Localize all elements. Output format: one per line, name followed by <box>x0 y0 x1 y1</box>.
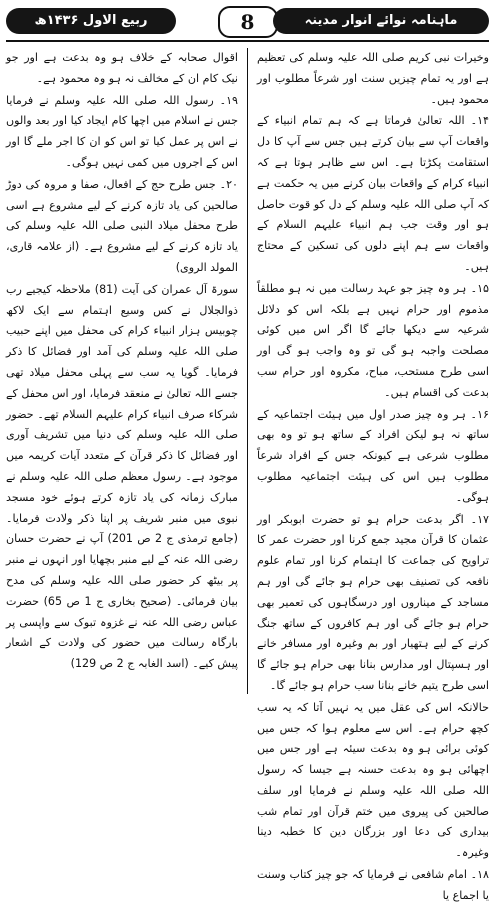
paragraph: ۱۹۔ رسول اللہ صلی اللہ علیہ وسلم نے فرمایا جس نے اسلام میں اچھا کام ایجاد کیا اور بعد والوں نے اس پر عمل کیا تو اس کو ان کا اجر ملے گا اور اس کے اجروں میں کمی نہیں ہوگی۔ <box>6 93 238 169</box>
paragraph: حالانکہ اس کی عقل میں یہ نہیں آتا کہ یہ سب کچھ حرام ہے۔ اس سے معلوم ہوا کہ جس میں کوئی برائی ہو وہ بدعت سیئہ ہے اور جس میں اچھائی ہو وہ بدعت حسنہ ہے جیسا کہ رسول اللہ صلی اللہ علیہ وسلم نے فرمایا اور سلف صالحین کی پیروی میں ختم قرآن اور تمام شب بیداری کی دعا اور بزرگان دین کا خطبہ دینا وغیرہ۔ <box>257 700 489 860</box>
page-number: 8 <box>218 6 278 38</box>
paragraph: ۱۸۔ امام شافعی نے فرمایا کہ جو چیز کتاب وسنت یا اجماع یا <box>257 868 489 902</box>
paragraph: ۱۷۔ اگر بدعت حرام ہو تو حضرت ابوبکر اور عثمان کا قرآن مجید جمع کرنا اور حضرت عمر کا تراویح کی جماعت کا اہتمام کرنا اور تمام علوم نافعہ کی تصنیف بھی حرام ہو جائے گی اور ہم مساجد کے میناروں اور درسگاہوں کی تعمیر بھی حرام ہو جائے گی اور ہم کافروں کے ساتھ جنگ کرنے کے لیے ہتھیار اور بم وغیرہ اور مسافر خانے اور ہسپتال اور مدارس بنانا بھی حرام ہو جائے گا اسی طرح یتیم خانے بنانا سب حرام ہو جائے گا۔ <box>257 512 489 692</box>
paragraph: ۲۰۔ جس طرح حج کے افعال، صفا و مروہ کی دوڑ صالحین کی یاد تازہ کرنے کے لیے مشروع ہے اسی طرح محفل میلاد النبی صلی اللہ علیہ وسلم کی یاد تازہ کرنے کے لیے مشروع ہے۔ (از علامہ قاری، المولد الروی) <box>6 177 238 274</box>
paragraph: اقوال صحابہ کے خلاف ہو وہ بدعت ہے اور جو نیک کام ان کے مخالف نہ ہو وہ محمود ہے۔ <box>6 51 238 85</box>
right-text-column <box>257 48 489 902</box>
paragraph: ۱۶۔ ہر وہ چیز صدر اول میں ہیئت اجتماعیہ کے ساتھ نہ ہو لیکن افراد کے ساتھ ہو تو وہ بھی مطلوب شرعی ہے کیونکہ جس کے افراد شرعاً مطلوب ہیں اس کی ہیئت اجتماعیہ مطلوب ہوگی۔ <box>257 407 489 504</box>
page-header <box>6 6 489 36</box>
paragraph: وخیرات نبی کریم صلی اللہ علیہ وسلم کی تعظیم ہے اور یہ تمام چیزیں سنت اور شرعاً مطلوب اور محمود ہیں۔ <box>257 51 489 106</box>
paragraph: ۱۴۔ اللہ تعالیٰ فرماتا ہے کہ ہم تمام انبیاء کے واقعات آپ سے بیان کرتے ہیں جس سے آپ کا دل استقامت پکڑتا ہے۔ اس سے ظاہر ہوتا ہے کہ انبیاء کرام کے واقعات بیان کرنے میں یہ حکمت ہے کہ آپ صلی اللہ علیہ وسلم کے دل کو قوت حاصل ہو اور وقت جب ہم انبیاء علیہم السلام کے واقعات سے ہم اپنے دلوں کی تسکین کے محتاج ہیں۔ <box>257 114 489 273</box>
header-rule <box>6 40 489 42</box>
paragraph: سورۃ آل عمران کی آیت (81) ملاحظہ کیجیے رب ذوالجلال نے کس وسیع اہتمام سے ایک لاکھ چوبیس ہزار انبیاء کرام کی محفل میں اپنے حبیب صلی اللہ علیہ وسلم کی آمد اور فضائل کا ذکر فرمایا۔ گویا یہ سب سے پہلی محفل میلاد تھی جسے اللہ تعالیٰ نے منعقد فرمایا، اور اس محفل کے شرکاء صرف انبیاء کرام علیہم السلام تھے۔ حضور صلی اللہ علیہ وسلم کی دنیا میں تشریف آوری اور فضائل کا ذکر قرآن کے متعدد آیات کریمہ میں موجود ہے۔ رسول معظم صلی اللہ علیہ وسلم نے مبارک زمانہ کی یاد تازہ کرتے ہوئے خود مسجد نبوی میں منبر شریف پر اپنا ذکر ولادت فرمایا۔ (جامع ترمذی ج 2 ص 201) آپ نے حضرت حسان رضی اللہ عنہ کے لیے منبر بچھایا اور انہوں نے منبر پر بیٹھ کر حضور صلی اللہ علیہ وسلم کی مدح بیان فرمائی۔ (صحیح بخاری ج 1 ص 65) حضرت عباس رضی اللہ عنہ نے غزوہ تبوک سے واپسی پر بارگاہ رسالت میں حضور کی ولادت کے اشعار پیش کیے۔ (اسد الغابہ ج 2 ص 129) <box>6 282 239 671</box>
left-text-column <box>6 48 238 694</box>
column-divider <box>247 48 248 694</box>
magazine-title: ماہنامہ نوائے انوار مدینہ <box>273 8 489 34</box>
issue-date: ربیع الاول ۱۴۳۶ھ <box>6 8 176 34</box>
paragraph: ۱۵۔ ہر وہ چیز جو عہد رسالت میں نہ ہو مطلقاً مذموم اور حرام نہیں ہے بلکہ اس کو دلائل شرعیہ سے دیکھا جائے گا اگر اس میں کوئی مصلحت واجبہ ہو گی تو وہ واجب ہو گی اور اسی طرح مستحب، مباح، مکروہ اور حرام سب بدعت کی اقسام ہیں۔ <box>257 281 489 399</box>
